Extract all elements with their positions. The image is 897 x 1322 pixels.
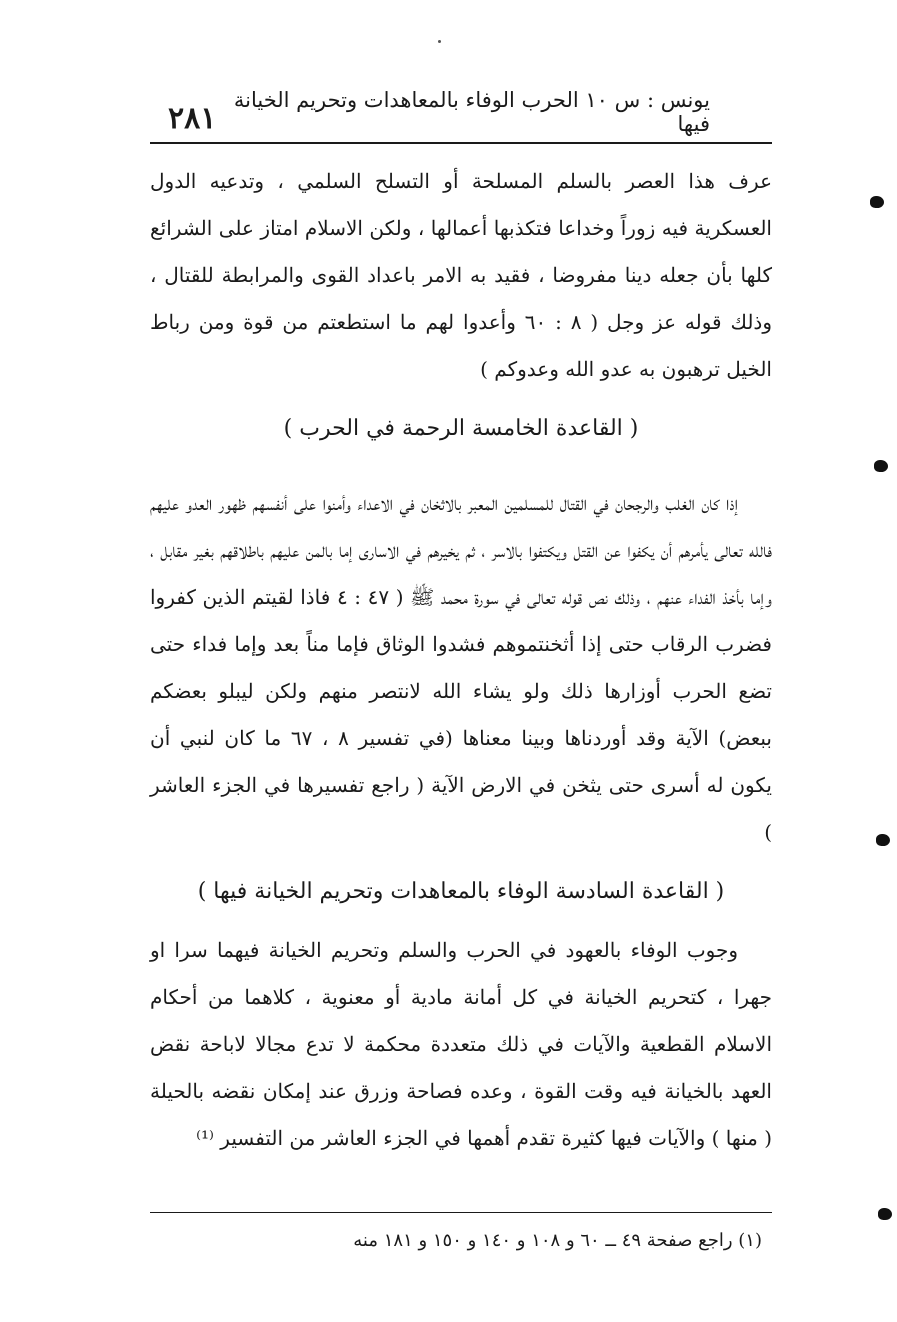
paragraph-mercy-in-war: إذا كان الغلب والرجحان في القتال للمسلمين المعبر بالاثخان في الاعداء وأمنوا على أنفسهم ظهور العدو عليهم فالله تعالى يأمرهم أن يكفوا عن القتل ويكتفوا بالاسر ، ثم يخيرهم في الاسارى إما بالمن عليهم باطلاقهم بغير مقابل ، وإما بأخذ الفداء عنهم ، وذلك نص قوله تعالى في سورة محمد ﷺ ( ٤٧ : ٤ فاذا لقيتم الذين كفروا فضرب الرقاب حتى إذا أثخنتموهم فشدوا الوثاق فإما مناً بعد وإما فداء حتى تضع الحرب أوزارها ذلك ولو يشاء الله لانتصر منهم ولكن ليبلو بعضكم ببعض) الآية وقد أوردناها وبينا معناها (في تفسير ٨ ، ٦٧ ما كان لنبي أن يكون له أسرى حتى يثخن في الارض الآية ( راجع تفسيرها في الجزء العاشر ): [150, 491, 772, 844]
paragraph-fulfilling-treaties: وجوب الوفاء بالعهود في الحرب والسلم وتحريم الخيانة فيهما سرا او جهرا ، كتحريم الخيانة في كل أمانة مادية أو معنوية ، كلاهما من أحكام الاسلام القطعية والآيات في ذلك متعددة محكمة لا تدع مجالا لاباحة نقض العهد بالخيانة فيه وقت القوة ، وعده فصاحة وزرق عند إمكان نقضه بالحيلة ( منها ) والآيات فيها كثيرة تقدم أهمها في الجزء العاشر من التفسير ⁽¹⁾: [150, 938, 772, 1150]
footnote: (١) راجع صفحة ٤٩ ــ ٦٠ و ١٠٨ و ١٤٠ و ١٥٠ و ١٨١ منه: [353, 1230, 762, 1251]
heading-fifth-rule: ( القاعدة الخامسة الرحمة في الحرب ): [283, 416, 639, 441]
header-rule: [150, 142, 772, 144]
heading-sixth-rule: ( القاعدة السادسة الوفاء بالمعاهدات وتحريم الخيانة فيها ): [197, 879, 725, 904]
punch-hole-mark: [870, 196, 884, 208]
punch-hole-mark: [876, 834, 890, 846]
scan-speck: [438, 40, 441, 43]
punch-hole-mark: [878, 1208, 892, 1220]
running-title: يونس : س ١٠ الحرب الوفاء بالمعاهدات وتحريم الخيانة فيها: [233, 88, 710, 136]
page-header: [150, 88, 770, 136]
paragraph-armed-peace: عرف هذا العصر بالسلم المسلحة أو التسلح السلمي ، وتدعيه الدول العسكرية فيه زوراً وخداعا فتكذبها أعمالها ، ولكن الاسلام امتاز على الشرائع كلها بأن جعله دينا مفروضا ، فقيد به الامر باعداد القوى والمرابطة للقتال ، وذلك قوله عز وجل ( ٨ : ٦٠ وأعدوا لهم ما استطعتم من قوة ومن رباط الخيل ترهبون به عدو الله وعدوكم ): [150, 169, 772, 381]
punch-hole-mark: [874, 460, 888, 472]
footnote-rule: [150, 1212, 772, 1213]
page-number: ٢٨١: [168, 101, 217, 136]
body-text: [150, 158, 772, 1162]
